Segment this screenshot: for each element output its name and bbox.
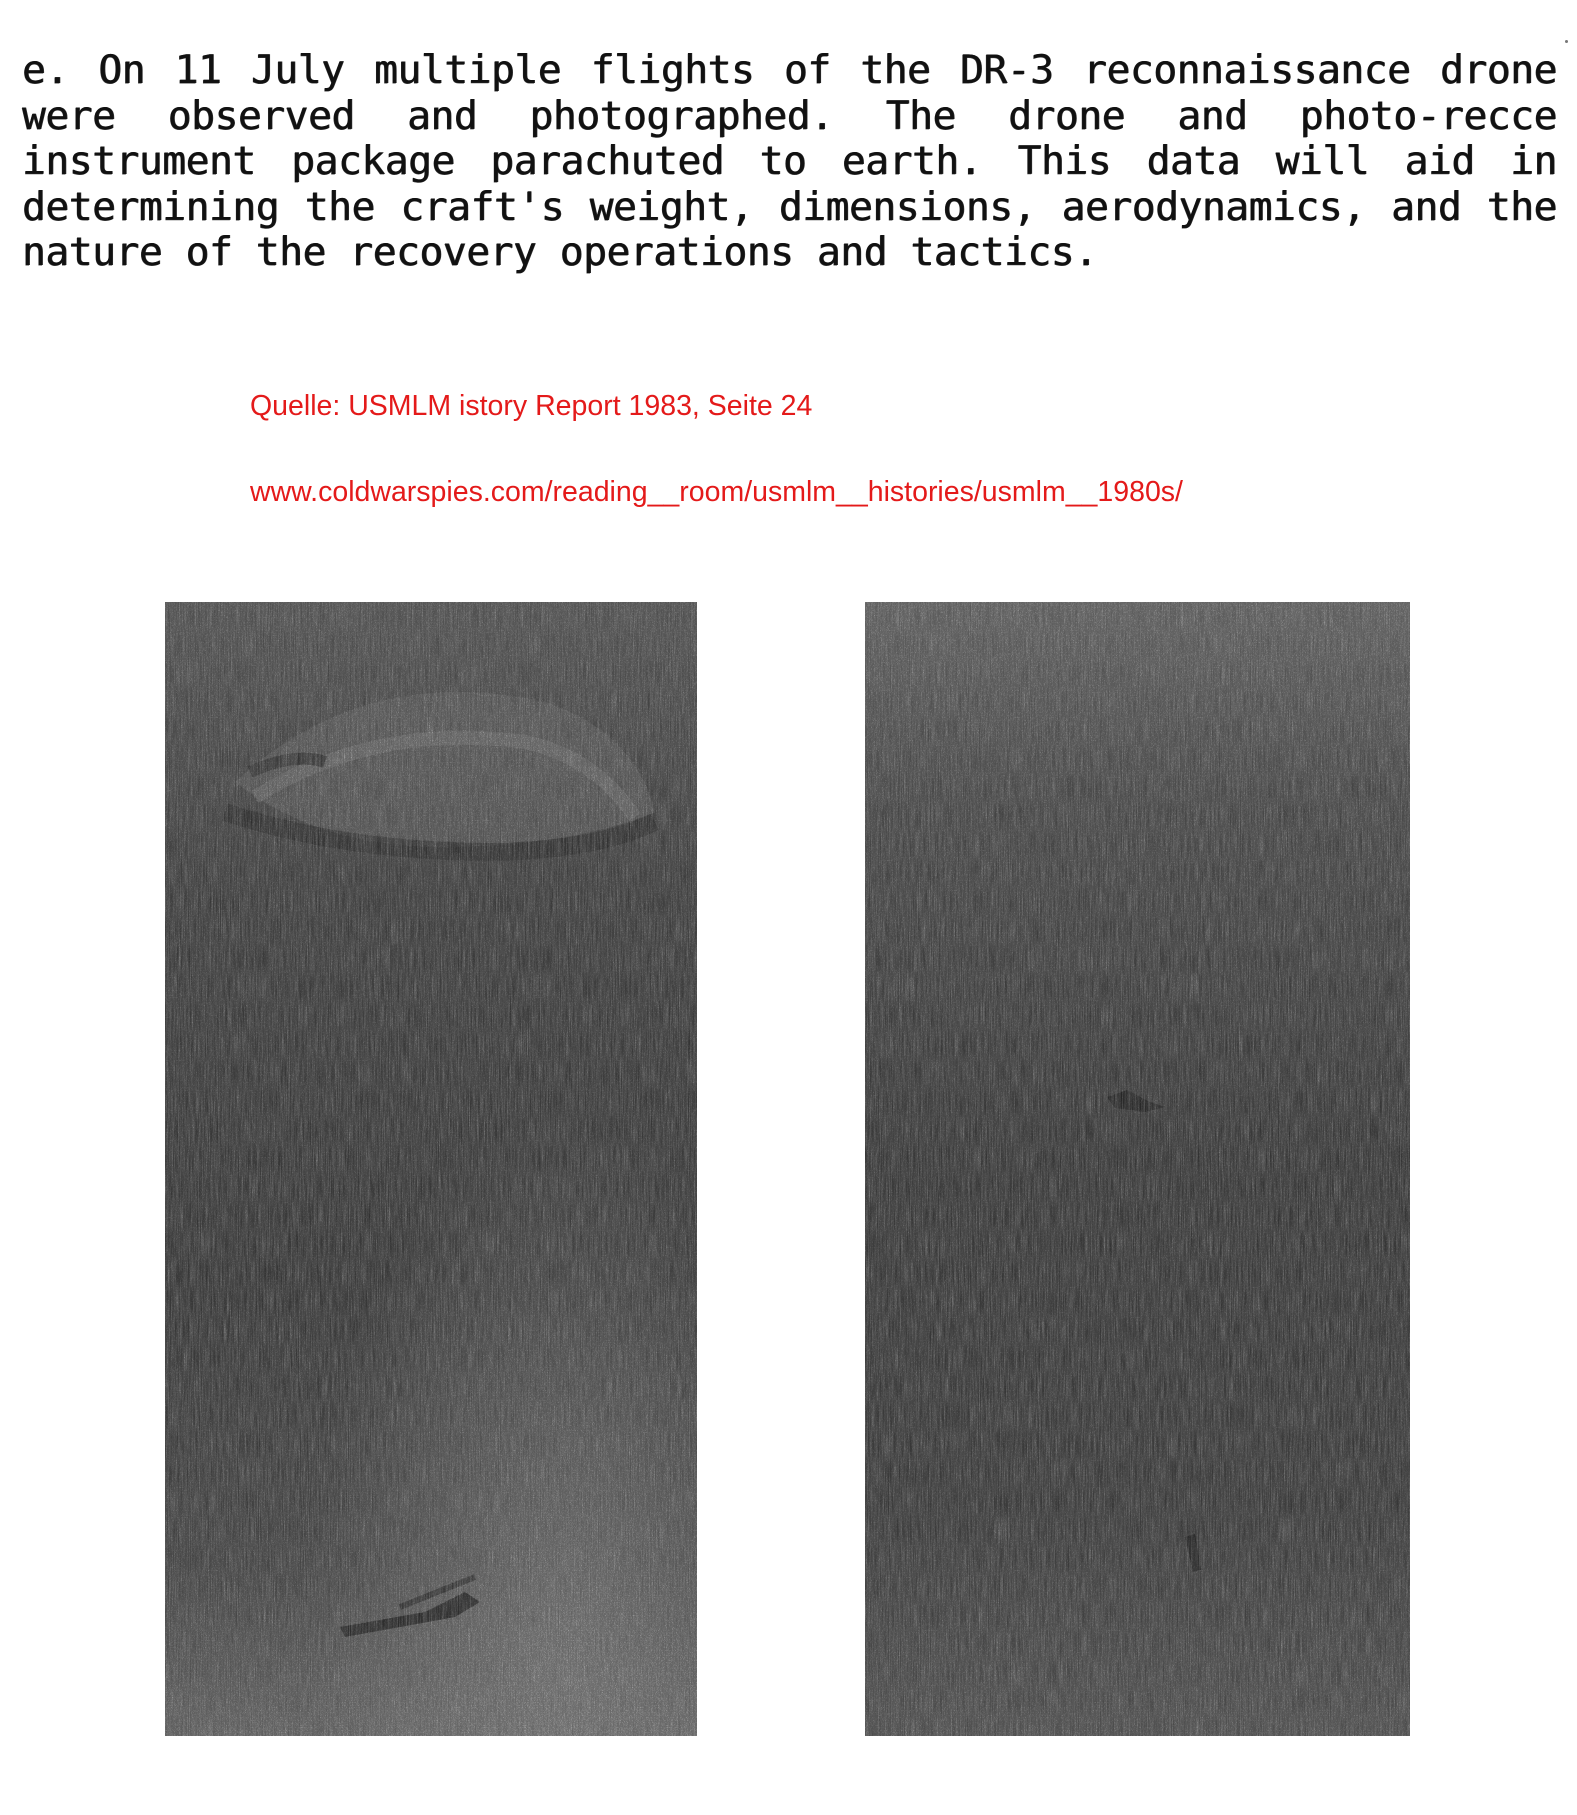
source-url: www.coldwarspies.com/reading__room/usmlm__histories/usmlm__1980s/: [250, 476, 1183, 508]
paragraph-line: determining the craft's weight, dimensions, aerodynamics, and the: [22, 183, 1557, 230]
paragraph-line: nature of the recovery operations and tactics.: [22, 229, 1098, 275]
drone-parachute-image: [165, 602, 697, 1736]
drone-flight-image: [865, 602, 1410, 1736]
source-citation: Quelle: USMLM istory Report 1983, Seite 24: [250, 390, 813, 422]
typed-paragraph: [22, 48, 1557, 276]
scan-speck: [1565, 40, 1568, 43]
paragraph-line: were observed and photographed. The drone and photo-recce: [22, 92, 1557, 139]
drone-parachute-photo: [165, 602, 697, 1736]
paragraph-line: e. On 11 July multiple flights of the DR-3 reconnaissance drone: [22, 47, 1557, 93]
paragraph-line: instrument package parachuted to earth. This data will aid in: [22, 138, 1557, 184]
drone-flight-photo: [865, 602, 1410, 1736]
